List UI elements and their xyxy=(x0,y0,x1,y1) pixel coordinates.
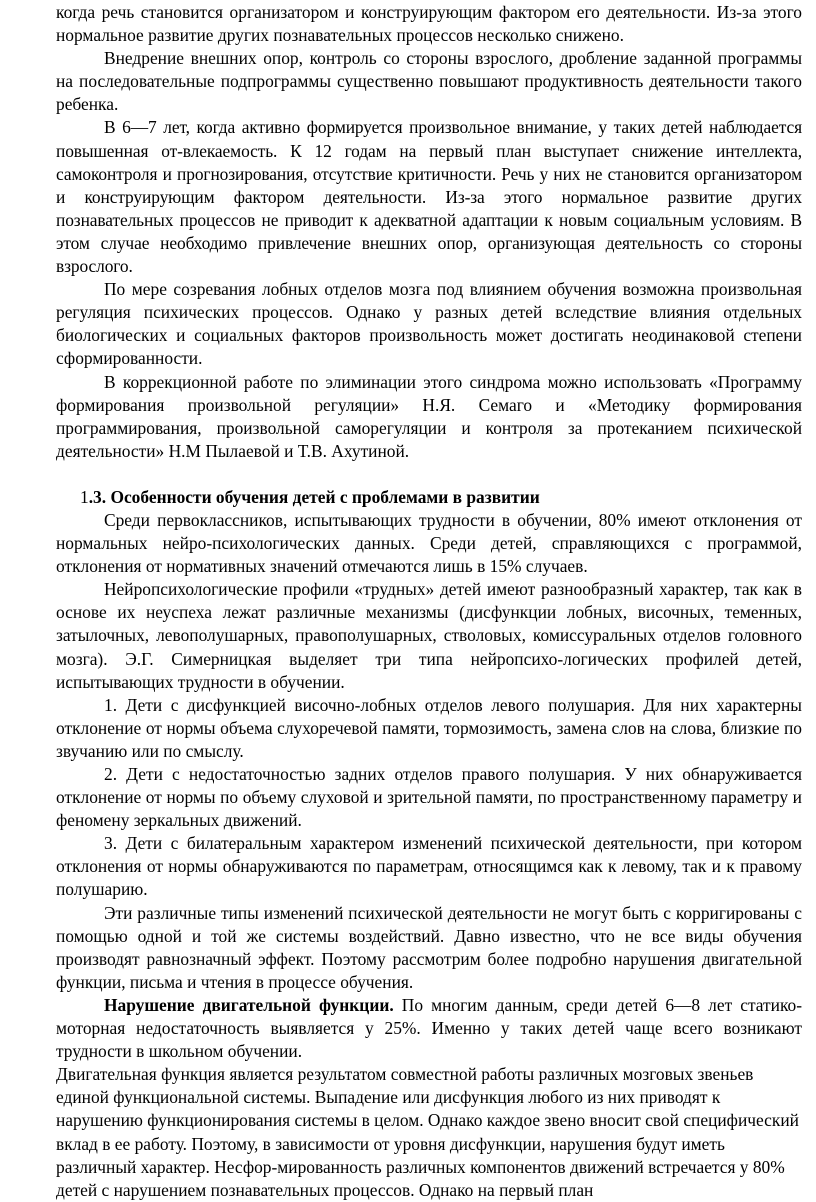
paragraph-frontal-maturation: По мере созревания лобных отделов мозга под влиянием обучения возможна произвольная регуляция психических процессов. Однако у разных детей вследствие влияния отдельных биологических и социальных факторов произвольность может достигать неодинаковой степени сформированности. xyxy=(56,279,802,369)
section-number-prefix: 1 xyxy=(80,486,89,507)
section-heading xyxy=(56,486,802,509)
section-title: .3. Особенности обучения детей с проблемами в развитии xyxy=(88,486,540,507)
spacer xyxy=(56,463,802,486)
list-item-3: 3. Дети с билатеральным характером изменений психической деятельности, при котором отклонения от нормы обнаруживаются по параметрам, относящимся как к левому, так и к правому полушарию. xyxy=(56,833,802,900)
paragraph-first-graders: Среди первоклассников, испытывающих трудности в обучении, 80% имеют отклонения от нормальных нейро-психологических данных. Среди детей, справляющихся с программой, отклонения от нормативных значений отмечаются лишь в 15% случаев. xyxy=(56,509,802,577)
paragraph-motor-function: Двигательная функция является результатом совместной работы различных мозговых звеньев единой функциональной системы. Выпадение или дисфункция любого из них приводят к нарушению функционирования системы в целом. Однако каждое звено вносит свой специфический вклад в ее работу. Поэтому, в зависимости от уровня дисфункции, нарушения будут иметь различный характер. Несфор-мированность различных компонентов движений встречается у 80% детей с нарушением познавательных процессов. Однако на первый план xyxy=(56,1064,799,1200)
list-item-2: 2. Дети с недостаточностью задних отделов правого полушария. У них обнаруживается отклонение от нормы по объему слуховой и зрительной памяти, по пространственному параметру и феномену зеркальных движений. xyxy=(56,764,802,831)
paragraph-continuation: когда речь становится организатором и конструирующим фактором его деятельности. Из-за этого нормальное развитие других познавательных процессов несколько снижено. xyxy=(56,2,802,46)
paragraph-external-supports: Внедрение внешних опор, контроль со стороны взрослого, дробление заданной программы на последовательные подпрограммы существенно повышают продуктивность деятельности такого ребенка. xyxy=(56,48,802,115)
paragraph-different-types: Эти различные типы изменений психической деятельности не могут быть с корригированы с помощью одной и той же системы воздействий. Давно известно, что не все виды обучения производят равнозначный эффект. Поэтому рассмотрим более подробно нарушения двигательной функции, письма и чтения в процессе обучения. xyxy=(56,902,802,992)
paragraph-correction-programs: В коррекционной работе по элиминации этого синдрома можно использовать «Программу формирования произвольной регуляции» Н.Я. Семаго и «Методику формирования программирования, произвольной саморегуляции и контроля за протеканием психической деятельности» Н.М Пылаевой и Т.В. Ахутиной. xyxy=(56,371,802,461)
list-item-1: 1. Дети с дисфункцией височно-лобных отделов левого полушария. Для них характерны отклонение от нормы объема слухоречевой памяти, тормозимость, замена слов на слова, близкие по звучанию или по смыслу. xyxy=(56,694,802,761)
paragraph-motor-dysfunction xyxy=(56,994,802,1063)
motor-dysfunction-text: По многим данным, среди детей 6—8 лет статико-моторная недостаточность выявляется у 25%. Именно у таких детей чаще всего возникают трудности в школьном обучении. xyxy=(56,994,802,1062)
motor-dysfunction-title: Нарушение двигательной функции. xyxy=(104,994,394,1015)
paragraph-neuro-profiles: Нейропсихологические профили «трудных» детей имеют разнообразный характер, так как в основе их неуспеха лежат различные механизмы (дисфункции лобных, височных, теменных, затылочных, левополушарных, правополушарных, стволовых, комиссуральных отделов головного мозга). Э.Г. Симерницкая выделяет три типа нейропсихо-логических профилей детей, испытывающих трудности в обучении. xyxy=(56,579,802,692)
paragraph-age-6-7: В 6—7 лет, когда активно формируется произвольное внимание, у таких детей наблюдается повышенная от-влекаемость. К 12 годам на первый план выступает снижение интеллекта, самоконтроля и прогнозирования, отсутствие критичности. Речь у них не становится организатором и конструирующим фактором деятельности. Из-за этого нормальное развитие других познавательных процессов не приводит к адекватной адаптации к новым социальным условиям. В этом случае необходимо привлечение внешних опор, организующая деятельность со стороны взрослого. xyxy=(56,117,802,277)
